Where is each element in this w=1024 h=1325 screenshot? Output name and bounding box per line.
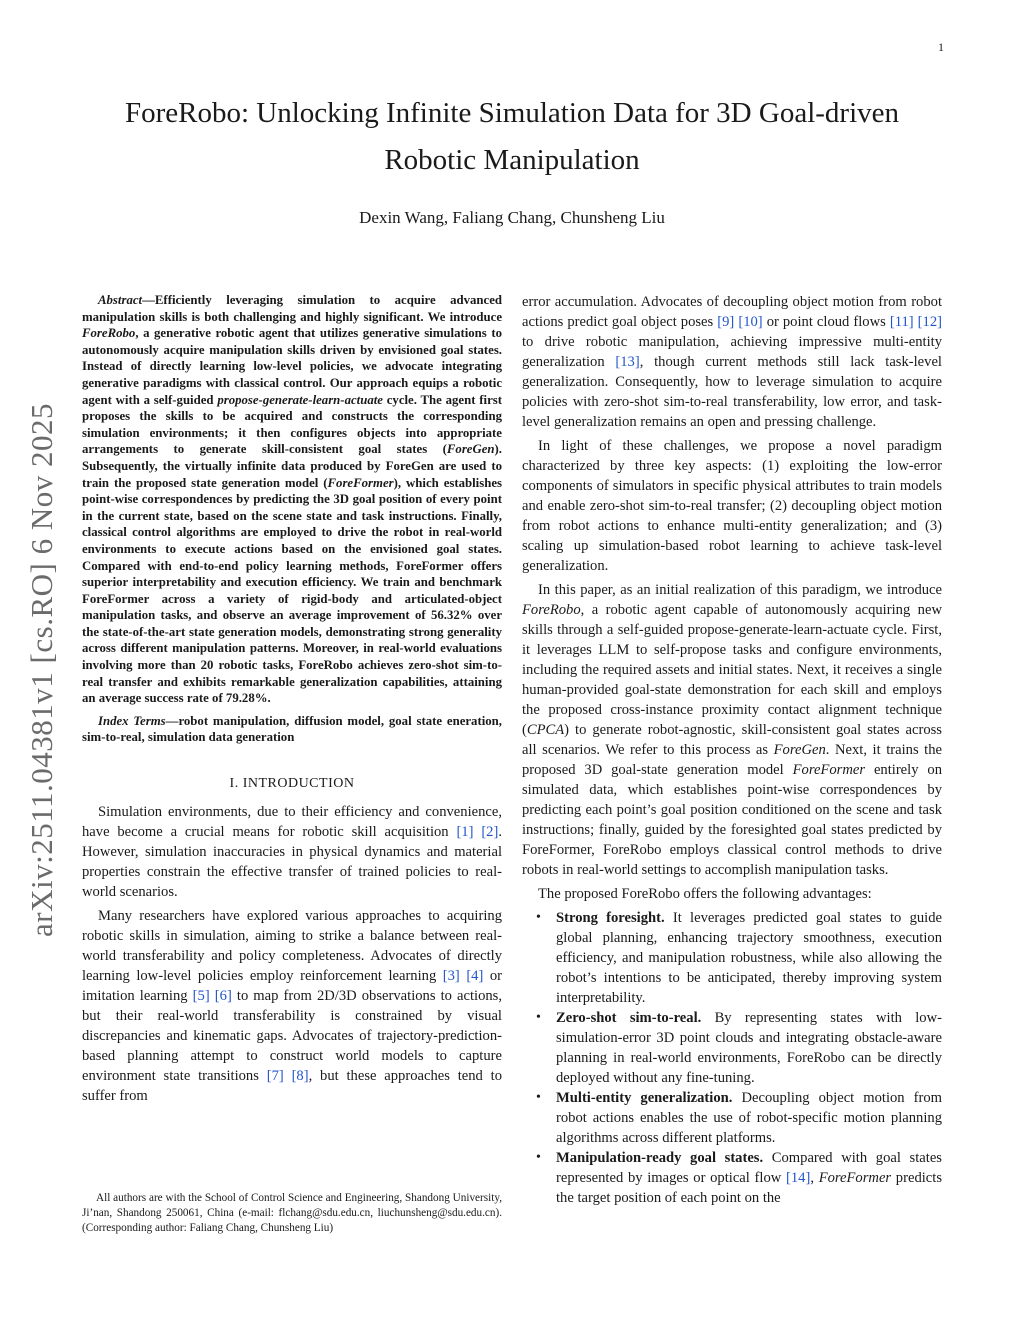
- left-column: [82, 292, 502, 1110]
- abstract: Abstract—Efficiently leveraging simulation to acquire advanced manipulation skills is both challenging and highly significant. We introduce ForeRobo, a generative robotic agent that utilizes generative simulations to autonomously acquire manipulation skills driven by envisioned goal states. Instead of directly learning low-level policies, we advocate integrating generative paradigms with classical control. Our approach equips a robotic agent with a self-guided propose-generate-learn-actuate cycle. The agent first proposes the skills to be acquired and constructs the corresponding simulation environments; it then configures objects into appropriate arrangements to generate skill-consistent goal states (ForeGen). Subsequently, the virtually infinite data produced by ForeGen are used to train the proposed state generation model (ForeFormer), which establishes point-wise correspondences by predicting the 3D goal position of every point in the current state, based on the scene state and task instructions. Finally, classical control algorithms are employed to drive the robot in real-world environments to execute actions based on the envisioned goal states. Compared with end-to-end policy learning methods, ForeFormer offers superior interpretability and execution efficiency. We train and benchmark ForeFormer across a variety of rigid-body and articulated-object manipulation tasks, and observe an average improvement of 56.32% over the state-of-the-art state generation models, demonstrating strong generality across different manipulation patterns. Moreover, in real-world evaluations involving more than 20 robotic tasks, ForeRobo achieves zero-shot sim-to-real transfer and exhibits remarkable generalization capabilities, attaining an average success rate of 79.28%.: [82, 293, 503, 706]
- citation-link[interactable]: [8]: [291, 1068, 309, 1085]
- list-item: • Manipulation-ready goal states. Compared with goal states represented by images or optical flow [14], ForeFormer predicts the target position of each point on the: [536, 1150, 943, 1206]
- citation-link[interactable]: [11]: [889, 314, 914, 330]
- citation-link[interactable]: [3]: [442, 968, 460, 985]
- advantages-intro: The proposed ForeRobo offers the following advantages:: [538, 886, 872, 902]
- advantages-list: [522, 908, 942, 1208]
- right-column: [522, 292, 942, 1208]
- author-affiliation-footnote: All authors are with the School of Control Science and Engineering, Shandong University, Ji’nan, Shandong 250061, China (e-mail: flchang@sdu.edu.cn, liuchunsheng@sdu.edu.cn). (Corresponding author: Faliang Chang, Chunsheng Liu): [82, 1192, 502, 1234]
- citation-link[interactable]: [7]: [266, 1068, 284, 1085]
- citation-link[interactable]: [14]: [786, 1170, 811, 1186]
- citation-link[interactable]: [13]: [615, 354, 640, 370]
- paper-title: ForeRobo: Unlocking Infinite Simulation Data for 3D Goal-driven Robotic Manipulation: [125, 97, 899, 176]
- section-heading-introduction: I. INTRODUCTION: [229, 776, 355, 792]
- bullet-icon: •: [536, 910, 541, 925]
- citation-link[interactable]: [12]: [917, 314, 942, 330]
- intro-paragraph-3: error accumulation. Advocates of decoupling object motion from robot actions predict goal object poses [9] [10] or point cloud flows [11] [12] to drive robotic manipulation, achieving impressive multi-entity generalization [13], though current methods still lack task-level generalization. Consequently, how to leverage simulation to acquire policies with zero-shot sim-to-real transferability, low error, and task-level generalization remains an open and pressing challenge.: [522, 294, 942, 430]
- bullet-icon: •: [536, 1010, 541, 1025]
- intro-paragraph-1: Simulation environments, due to their efficiency and convenience, have become a crucial means for robotic skill acquisition [1] [2]. However, simulation inaccuracies in physical dynamics and material properties constrain the effective transfer of trained policies to real-world scenarios.: [82, 804, 502, 901]
- citation-link[interactable]: [9]: [717, 314, 735, 330]
- index-terms-label: Index Terms: [98, 713, 166, 728]
- list-item: • Zero-shot sim-to-real. By representing states with low-simulation-error 3D point clouds and integrating obstacle-aware planning in real-world environments, ForeRobo can be directly deployed without any fine-tuning.: [536, 1010, 942, 1086]
- citation-link[interactable]: [4]: [466, 968, 484, 985]
- index-terms: Index Terms—robot manipulation, diffusion model, goal state eneration, sim-to-real, simulation data generation: [82, 713, 502, 745]
- arxiv-identifier[interactable]: arXiv:2511.04381v1 [cs.RO] 6 Nov 2025: [24, 403, 59, 937]
- bullet-icon: •: [536, 1090, 541, 1105]
- citation-link[interactable]: [1]: [456, 824, 474, 841]
- citation-link[interactable]: [5]: [192, 988, 210, 1005]
- citation-link[interactable]: [10]: [738, 314, 763, 330]
- bullet-icon: •: [536, 1150, 541, 1165]
- intro-paragraph-2: Many researchers have explored various approaches to acquiring robotic skills in simulation, aiming to strike a balance between real-world transferability and policy completeness. Advocates of directly learning low-level policies employ reinforcement learning [3] [4] or imitation learning [5] [6] to map from 2D/3D observations to actions, but their real-world transferability is constrained by visual discrepancies and kinematic gaps. Advocates of trajectory-prediction-based planning attempt to construct world models to capture environment state transitions [7] [8], but these approaches tend to suffer from: [82, 908, 503, 1105]
- citation-link[interactable]: [2]: [481, 824, 499, 841]
- page-number: 1: [938, 40, 944, 54]
- intro-paragraph-5: In this paper, as an initial realization of this paradigm, we introduce ForeRobo, a robotic agent capable of autonomously acquiring new skills through a self-guided propose-generate-learn-actuate cycle. First, it leverages LLM to self-propose tasks and configure environments, including the required assets and initial states. Next, it receives a single human-provided goal-state demonstration for each skill and employs the proposed cross-instance proximity contact alignment technique (CPCA) to generate robot-agnostic, skill-consistent goal states across all scenarios. We refer to this process as ForeGen. Next, it trains the proposed 3D goal-state generation model ForeFormer entirely on simulated data, which establishes point-wise correspondences by predicting each point’s goal position conditioned on the scene and task instructions; finally, guided by the foresighted goal states predicted by ForeFormer, ForeRobo employs classical control methods to drive robots in real-world settings to accomplish manipulation tasks.: [522, 582, 943, 878]
- list-item: • Multi-entity generalization. Decoupling object motion from robot actions enables the use of robot-specific motion planning algorithms across different platforms.: [536, 1090, 942, 1146]
- abstract-label: Abstract: [98, 293, 143, 307]
- intro-paragraph-4: In light of these challenges, we propose a novel paradigm characterized by three key aspects: (1) exploiting the low-error components of simulators in specific physical attributes to train models and enable zero-shot sim-to-real transfer; (2) decoupling object motion from robot actions to enhance multi-entity generalization; and (3) scaling up simulation-based robot learning to achieve task-level generalization.: [522, 438, 942, 574]
- list-item: • Strong foresight. It leverages predicted goal states to guide global planning, enhancing trajectory smoothness, execution efficiency, and manipulation robustness, while also allowing the robot’s intentions to be anticipated, thereby improving system interpretability.: [536, 910, 942, 1006]
- author-list: Dexin Wang, Faliang Chang, Chunsheng Liu: [359, 208, 665, 227]
- citation-link[interactable]: [6]: [214, 988, 232, 1005]
- arxiv-sidebar: [18, 380, 66, 960]
